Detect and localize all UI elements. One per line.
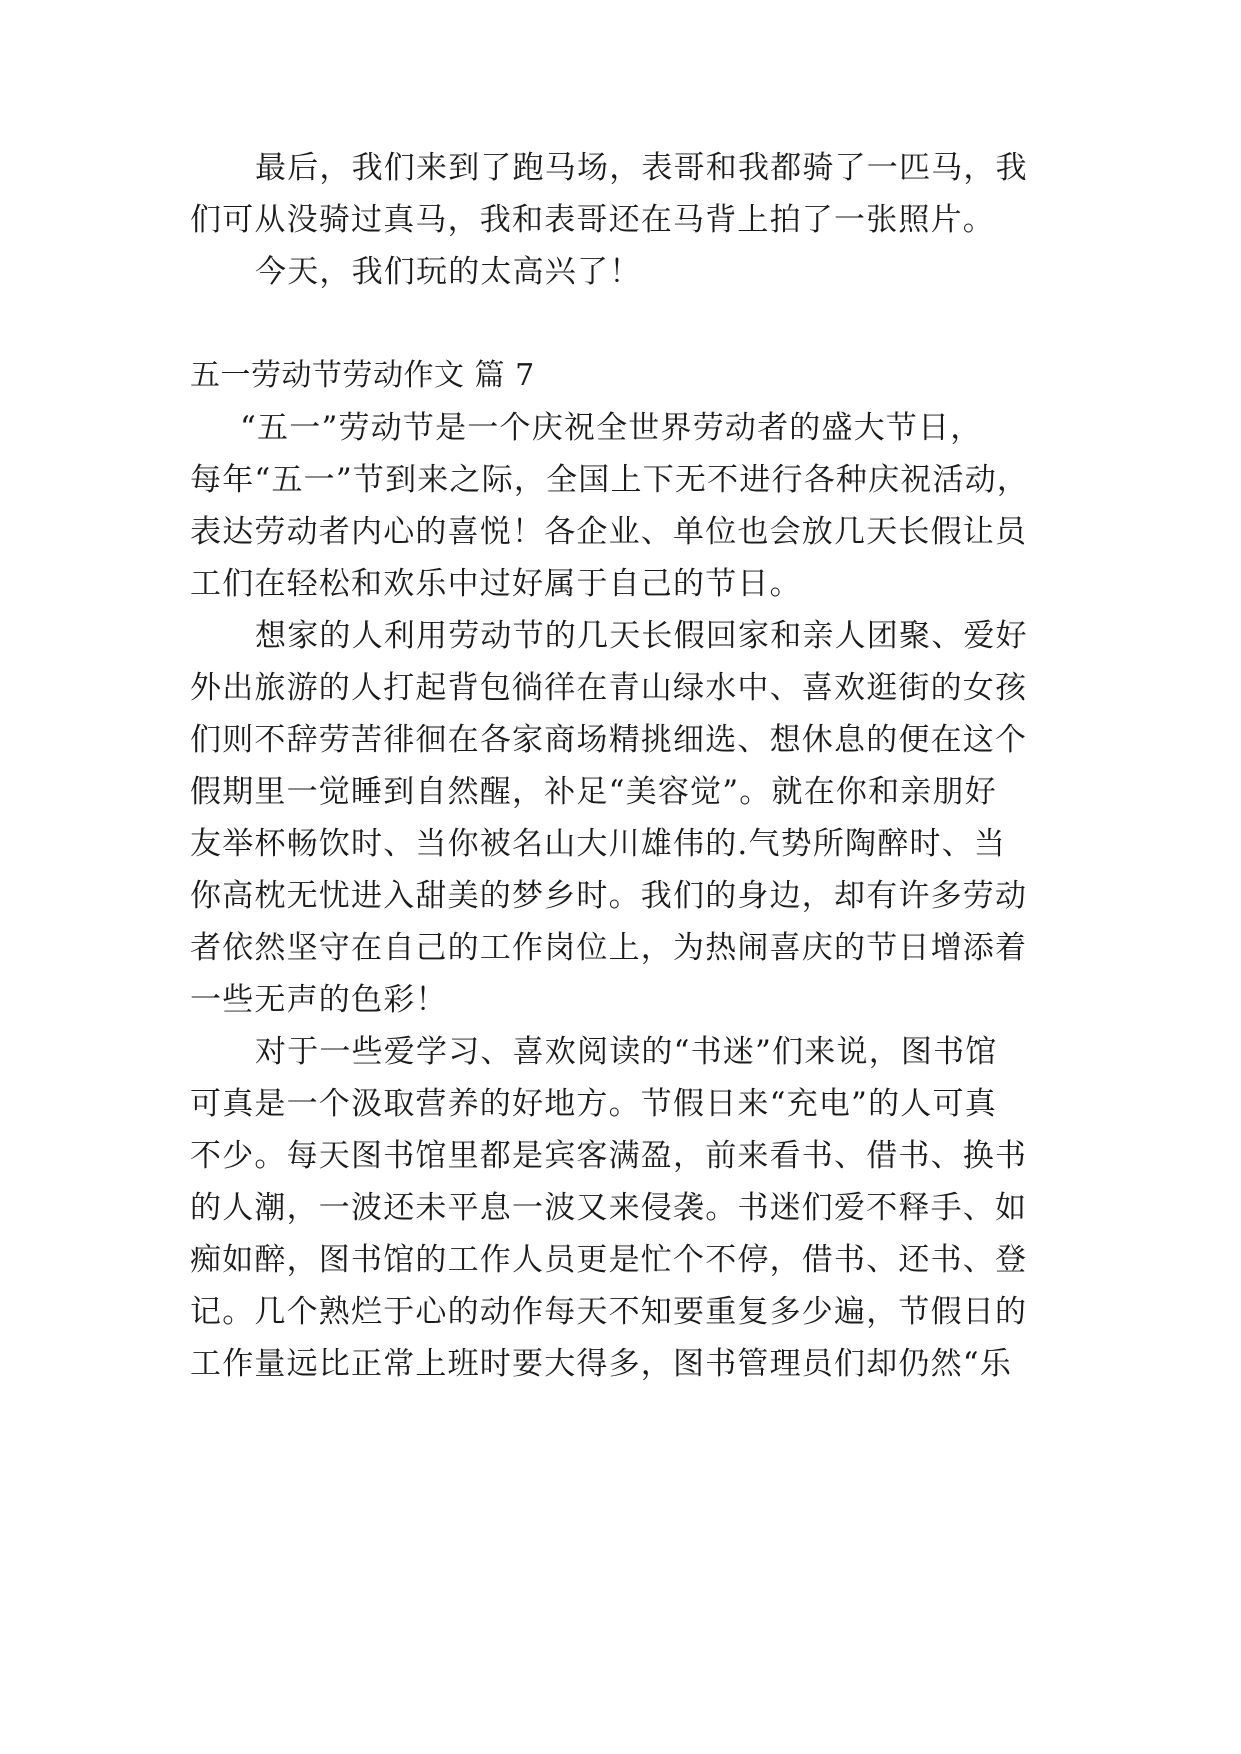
paragraph-line: 者依然坚守在自己的工作岗位上，为热闹喜庆的节日增添着 — [190, 930, 1028, 966]
paragraph-line: 工们在轻松和欢乐中过好属于自己的节日。 — [190, 566, 802, 602]
paragraph-line: 外出旅游的人打起背包徜徉在青山绿水中、喜欢逛街的女孩 — [190, 670, 1028, 706]
paragraph-line: 今天，我们玩的太高兴了！ — [255, 254, 642, 290]
paragraph-line: 的人潮，一波还未平息一波又来侵袭。书迷们爱不释手、如 — [190, 1190, 1028, 1226]
paragraph-line: 友举杯畅饮时、当你被名山大川雄伟的.气势所陶醉时、当 — [190, 826, 1007, 862]
paragraph-line: 们则不辞劳苦徘徊在各家商场精挑细选、想休息的便在这个 — [190, 722, 1028, 758]
paragraph-line: 对于一些爱学习、喜欢阅读的“书迷”们来说，图书馆 — [255, 1034, 998, 1070]
paragraph-line: 可真是一个汲取营养的好地方。节假日来“充电”的人可真 — [190, 1086, 997, 1122]
paragraph-line: “五一”劳动节是一个庆祝全世界劳动者的盛大节日， — [240, 410, 983, 446]
paragraph-line: 们可从没骑过真马，我和表哥还在马背上拍了一张照片。 — [190, 202, 995, 238]
paragraph-line: 一些无声的色彩！ — [190, 982, 448, 1018]
section-heading: 五一劳动节劳动作文 篇 7 — [190, 358, 535, 393]
paragraph-line: 假期里一觉睡到自然醒，补足“美容觉”。就在你和亲朋好 — [190, 774, 997, 810]
paragraph-line: 你高枕无忧进入甜美的梦乡时。我们的身边，却有许多劳动 — [190, 878, 1028, 914]
paragraph-line: 每年“五一”节到来之际，全国上下无不进行各种庆祝活动， — [190, 462, 1030, 498]
paragraph-line: 表达劳动者内心的喜悦！各企业、单位也会放几天长假让员 — [190, 514, 1028, 550]
paragraph-line: 记。几个熟烂于心的动作每天不知要重复多少遍，节假日的 — [190, 1294, 1028, 1330]
paragraph-line: 工作量远比正常上班时要大得多，图书管理员们却仍然“乐 — [190, 1346, 1013, 1382]
paragraph-line: 不少。每天图书馆里都是宾客满盈，前来看书、借书、换书 — [190, 1138, 1028, 1174]
paragraph-line: 痴如醉，图书馆的工作人员更是忙个不停，借书、还书、登 — [190, 1242, 1028, 1278]
paragraph-line: 最后，我们来到了跑马场，表哥和我都骑了一匹马，我 — [255, 150, 1028, 186]
paragraph-line: 想家的人利用劳动节的几天长假回家和亲人团聚、爱好 — [255, 618, 1028, 654]
